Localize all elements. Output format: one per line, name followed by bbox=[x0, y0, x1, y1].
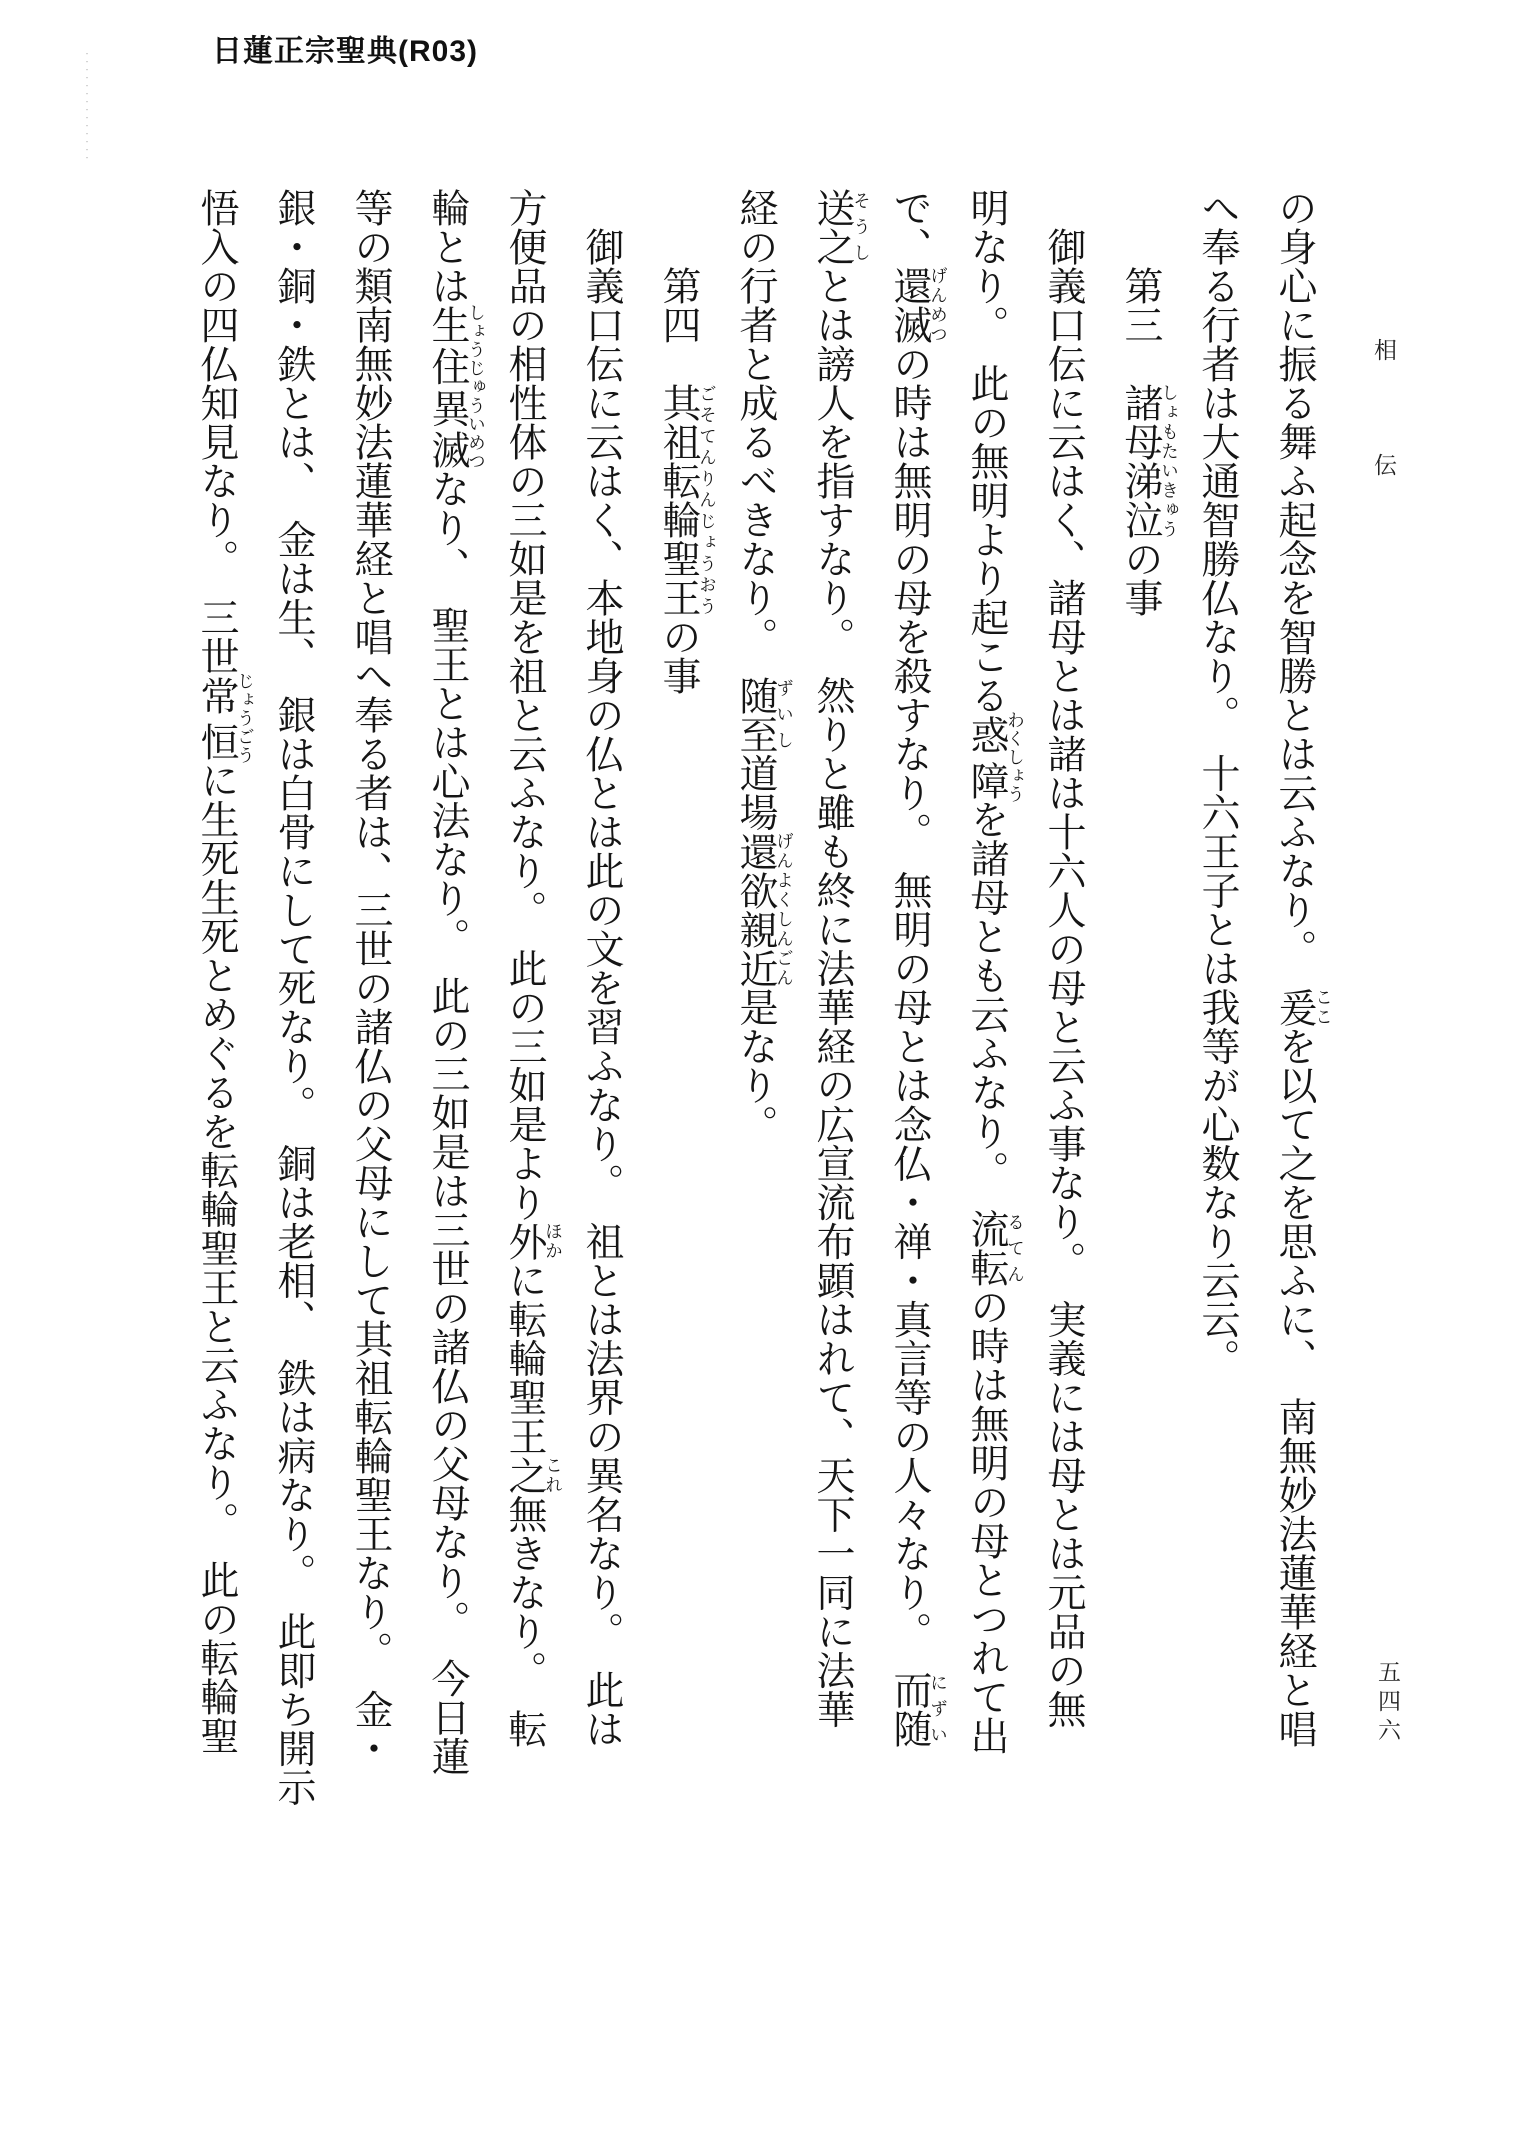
text-column bbox=[871, 188, 948, 2068]
furigana: ごそてんりんじょうおう bbox=[697, 383, 718, 617]
text-run: の身心に振る舞ふ起念を智勝とは云ふなり。 bbox=[1273, 188, 1316, 988]
text-column bbox=[948, 188, 1025, 2068]
ruby-annotated-text bbox=[657, 383, 718, 617]
text-run: 明なり。 此の無明より起こる bbox=[965, 188, 1008, 715]
ruby-annotated-text bbox=[734, 675, 795, 754]
ruby-annotated-text bbox=[734, 831, 795, 988]
text-column bbox=[794, 188, 871, 2068]
text-column bbox=[178, 188, 255, 2068]
text-column bbox=[486, 188, 563, 2068]
ruby-base-text: 爰 bbox=[1273, 987, 1316, 1027]
text-run: 第四 bbox=[657, 188, 700, 383]
text-run: 輪とは bbox=[426, 188, 469, 305]
margin-section-label: 相 伝 bbox=[1371, 338, 1396, 476]
text-run: の時は無明の母とつれて出 bbox=[965, 1287, 1008, 1756]
ruby-annotated-text bbox=[888, 1670, 949, 1748]
ruby-base-text: 常恒 bbox=[195, 671, 238, 765]
furigana: げんよくしんごん bbox=[774, 831, 795, 988]
ruby-annotated-text bbox=[1273, 987, 1334, 1027]
text-run: の時は無明の母を殺すなり。 無明の母とは念仏・禅・真言等の人々なり。 bbox=[888, 344, 931, 1670]
furigana: にずい bbox=[928, 1670, 949, 1748]
text-column bbox=[1025, 188, 1102, 2068]
furigana: そうし bbox=[851, 188, 872, 266]
furigana: じょうごう bbox=[235, 671, 256, 765]
text-run: の事 bbox=[657, 617, 700, 695]
text-run: 方便品の相性体の三如是を祖と云ふなり。 此の三如是より bbox=[503, 188, 546, 1222]
text-run: 御義口伝に云はく、本地身の仏とは此の文を習ふなり。 祖とは法界の異名なり。 此は bbox=[580, 188, 623, 1748]
text-column bbox=[1256, 188, 1333, 2068]
ruby-base-text: 随至 bbox=[734, 675, 777, 754]
text-run: 御義口伝に云はく、諸母とは諸は十六人の母と云ふ事なり。 実義には母とは元品の無 bbox=[1042, 188, 1085, 1729]
ruby-annotated-text bbox=[1119, 383, 1180, 539]
text-run: 等の類南無妙法蓮華経と唱へ奉る者は、三世の諸仏の父母にして其祖転輪聖王なり。 金・ bbox=[349, 188, 392, 1768]
text-column bbox=[563, 188, 640, 2068]
furigana: これ bbox=[543, 1455, 564, 1495]
text-run: に生死生死とめぐるを転輪聖王と云ふなり。 此の転輪聖 bbox=[195, 760, 238, 1756]
ruby-annotated-text bbox=[426, 303, 487, 471]
text-run: の事 bbox=[1119, 539, 1162, 617]
ruby-base-text: 流転 bbox=[965, 1209, 1008, 1288]
text-run: 銀・銅・鉄とは、 金は生、 銀は白骨にして死なり。 銅は老相、 鉄は病なり。 此即ち開示 bbox=[272, 188, 315, 1807]
text-run: 第三 bbox=[1119, 188, 1162, 383]
text-run: を諸母とも云ふなり。 bbox=[965, 799, 1008, 1210]
text-run: へ奉る行者は大通智勝仏なり。 十六王子とは我等が心数なり云云。 bbox=[1196, 188, 1239, 1378]
ruby-annotated-text bbox=[503, 1455, 564, 1495]
ruby-annotated-text bbox=[888, 266, 949, 344]
ruby-annotated-text bbox=[965, 710, 1026, 804]
furigana: ほか bbox=[543, 1221, 564, 1261]
furigana: げんめつ bbox=[928, 266, 949, 344]
text-run: 無きなり。 転 bbox=[503, 1494, 546, 1748]
text-run: とは謗人を指すなり。 然りと雖も終に法華経の広宣流布顕はれて、天下一同に法華 bbox=[811, 266, 854, 1729]
scan-edge-artifact: ・・・・・・・・・・・・・・ bbox=[83, 50, 91, 162]
ruby-base-text: 送之 bbox=[811, 188, 854, 266]
furigana: しょもたいきゅう bbox=[1159, 383, 1180, 539]
text-columns bbox=[178, 188, 1333, 2068]
book-title: 日蓮正宗聖典(R03) bbox=[212, 35, 479, 68]
ruby-base-text: 外 bbox=[503, 1221, 546, 1261]
text-run: 悟入の四仏知見なり。 三世 bbox=[195, 188, 238, 676]
furigana: しょうじゅういめつ bbox=[466, 303, 487, 471]
furigana: わくしょう bbox=[1005, 710, 1026, 804]
text-column bbox=[255, 188, 332, 2068]
text-run: を以て之を思ふに、 南無妙法蓮華経と唱 bbox=[1273, 1026, 1316, 1748]
heading-column bbox=[1102, 188, 1179, 2068]
ruby-base-text: 而随 bbox=[888, 1670, 931, 1748]
text-run: で、 bbox=[888, 188, 931, 266]
furigana: ずいし bbox=[774, 675, 795, 754]
text-run: なり、 聖王とは心法なり。 此の三如是は三世の諸仏の父母なり。 今日蓮 bbox=[426, 469, 469, 1776]
furigana: るてん bbox=[1005, 1209, 1026, 1288]
page-number: 五四六 bbox=[1375, 1660, 1400, 1747]
furigana: ここ bbox=[1313, 987, 1334, 1027]
text-column bbox=[409, 188, 486, 2068]
text-column bbox=[332, 188, 409, 2068]
text-run: 経の行者と成るべきなり。 bbox=[734, 188, 777, 676]
text-column bbox=[1179, 188, 1256, 2068]
text-column bbox=[717, 188, 794, 2068]
heading-column bbox=[640, 188, 717, 2068]
ruby-base-text: 諸母涕泣 bbox=[1119, 383, 1162, 539]
ruby-base-text: 惑障 bbox=[965, 710, 1008, 804]
text-run: 道場 bbox=[734, 753, 777, 832]
ruby-base-text: 之 bbox=[503, 1455, 546, 1495]
ruby-base-text: 還欲親近 bbox=[734, 831, 777, 988]
ruby-annotated-text bbox=[965, 1209, 1026, 1288]
text-run: に転輪聖王 bbox=[503, 1260, 546, 1456]
text-run: 是なり。 bbox=[734, 987, 777, 1144]
ruby-annotated-text bbox=[195, 671, 256, 765]
ruby-annotated-text bbox=[503, 1221, 564, 1261]
ruby-base-text: 其祖転輪聖王 bbox=[657, 383, 700, 617]
ruby-annotated-text bbox=[811, 188, 872, 266]
ruby-base-text: 生住異滅 bbox=[426, 303, 469, 471]
ruby-base-text: 還滅 bbox=[888, 266, 931, 344]
